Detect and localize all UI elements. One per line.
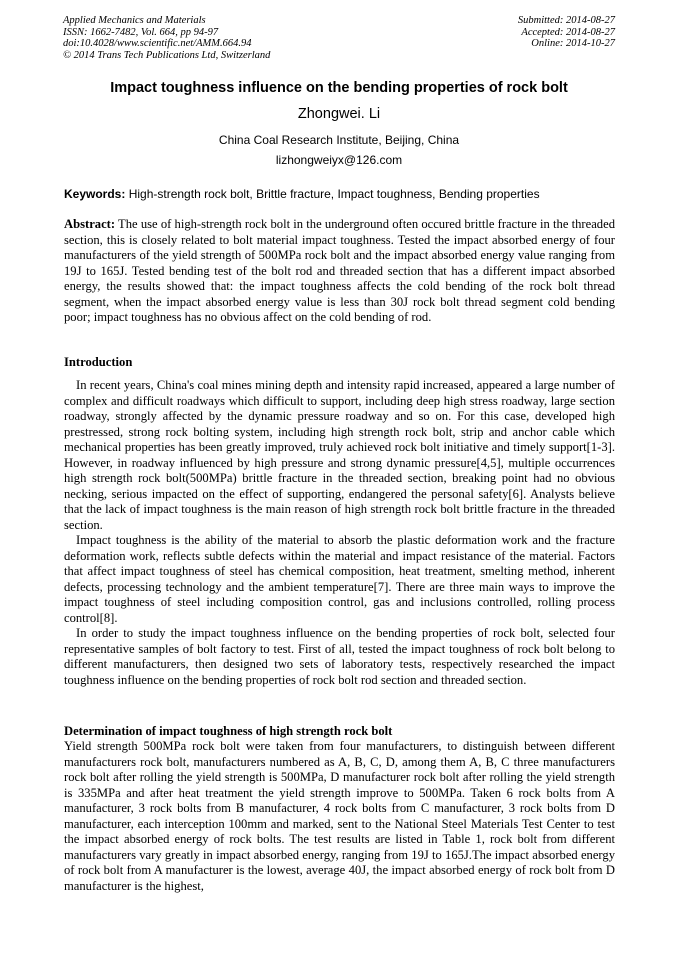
dates-header	[518, 15, 615, 50]
introduction-paragraph: In order to study the impact toughness influence on the bending properties of rock bolt, selected four representative samples of bolt factory to test. First of all, tested the impact toughness of rock bolt belong to different manufacturers, then designed two sets of laboratory tests, respectively researched the impact toughness influence on the bending properties of rock bolt rod section and threaded section.	[64, 626, 615, 687]
keywords-label: Keywords:	[64, 187, 126, 201]
introduction-paragraph: In recent years, China's coal mines mining depth and intensity rapid increased, appeared a large number of complex and difficult roadways which difficult to support, including deep high stress roadway, large section roadway, strongly affected by the dynamic pressure roadway and so on. For this case, developed high prestressed, strong rock bolting system, including high strength rock bolt, strip and anchor cable which mechanical properties has been greatly improved, truly achieved rock bolt initiative and timely support[1-3]. However, in roadway influenced by high pressure and strong dynamic pressure[4,5], multiple occurrences high strength rock bolt(500MPa) brittle fracture in the threaded section, breaking point had no obvious necking, serious impacted on the effect of supporting, endangered the personal safety[6]. Analysts believe that the lack of impact toughness is the main reason of high strength rock bolt brittle fracture in the threaded section.	[64, 378, 615, 532]
abstract-text: The use of high-strength rock bolt in the underground often occured brittle fracture in the threaded section, this is closely related to bolt material impact toughness. Tested the impact absorbed energy of four manufacturers of the yield strength of 500MPa rock bolt and the impact absorbed energy value ranging from 19J to 165J. Tested bending test of the bolt rod and threaded section that has a different impact absorbed energy, the results showed that: the impact toughness affects the cold bending of the rock bolt thread segment, when the impact absorbed energy value is less than 30J rock bolt thread segment cold bending poor; impact toughness has no obvious affect on the cold bending of rod.	[64, 217, 615, 324]
submitted-date: Submitted: 2014-08-27	[517, 15, 615, 26]
online-date: Online: 2014-10-27	[531, 38, 615, 49]
author-affiliation: China Coal Research Institute, Beijing, China	[218, 133, 460, 147]
determination-body	[64, 739, 615, 894]
introduction-paragraph: Impact toughness is the ability of the material to absorb the plastic deformation work and the fracture deformation work, reflects subtle defects within the material and impact resistance of the material. Factors that affect impact toughness of steel has chemical composition, heat treatment, smelting method, inherent defects, processing technology and the ambient temperature[7]. There are three main ways to improve the impact toughness of steel including composition control, gas and inclusions controlled, rolling process control[8].	[64, 533, 615, 625]
keywords	[64, 187, 616, 201]
introduction-body	[64, 378, 615, 688]
author-name: Zhongwei. Li	[297, 106, 381, 122]
determination-paragraph: Yield strength 500MPa rock bolt were taken from four manufacturers, to distinguish between different manufacturers rock bolt, manufacturers numbered as A, B, C, D, among them A, B, C three manufacturers rock bolt after rolling the yield strength is 500MPa, D manufacturer rock bolt after rolling the yield strength is 335MPa and after heat treatment the yield strength improve to 500MPa. Taken 6 rock bolts from A manufacturer, 3 rock bolts from B manufacturer, 4 rock bolts from C manufacturer, 3 rock bolts from D manufacturer, each interception 100mm and marked, sent to the National Steel Materials Test Center to test the impact absorbed energy of rock bolts. The test results are listed in Table 1, rock bolt from different manufacturers vary greatly in impact absorbed energy, ranging from 19J to 165J.The impact absorbed energy of rock bolt from A manufacturer is the lowest, average 40J, the impact absorbed energy of rock bolt from D manufacturer is the highest,	[64, 739, 615, 893]
journal-name: Applied Mechanics and Materials	[63, 15, 206, 26]
abstract	[64, 217, 615, 326]
journal-header	[63, 15, 270, 61]
journal-issn: ISSN: 1662-7482, Vol. 664, pp 94-97	[63, 26, 219, 38]
journal-doi: doi:10.4028/www.scientific.net/AMM.664.94	[63, 38, 252, 49]
abstract-label: Abstract:	[64, 217, 116, 231]
journal-copyright: © 2014 Trans Tech Publications Ltd, Switzerland	[63, 49, 271, 61]
author-email: lizhongweiyx@126.com	[275, 153, 403, 167]
determination-heading: Determination of impact toughness of high strength rock bolt	[64, 724, 393, 738]
accepted-date: Accepted: 2014-08-27	[521, 26, 615, 38]
introduction-heading: Introduction	[64, 355, 133, 369]
paper-title: Impact toughness influence on the bending properties of rock bolt	[110, 80, 568, 96]
keywords-text: High-strength rock bolt, Brittle fracture, Impact toughness, Bending properties	[128, 187, 540, 201]
